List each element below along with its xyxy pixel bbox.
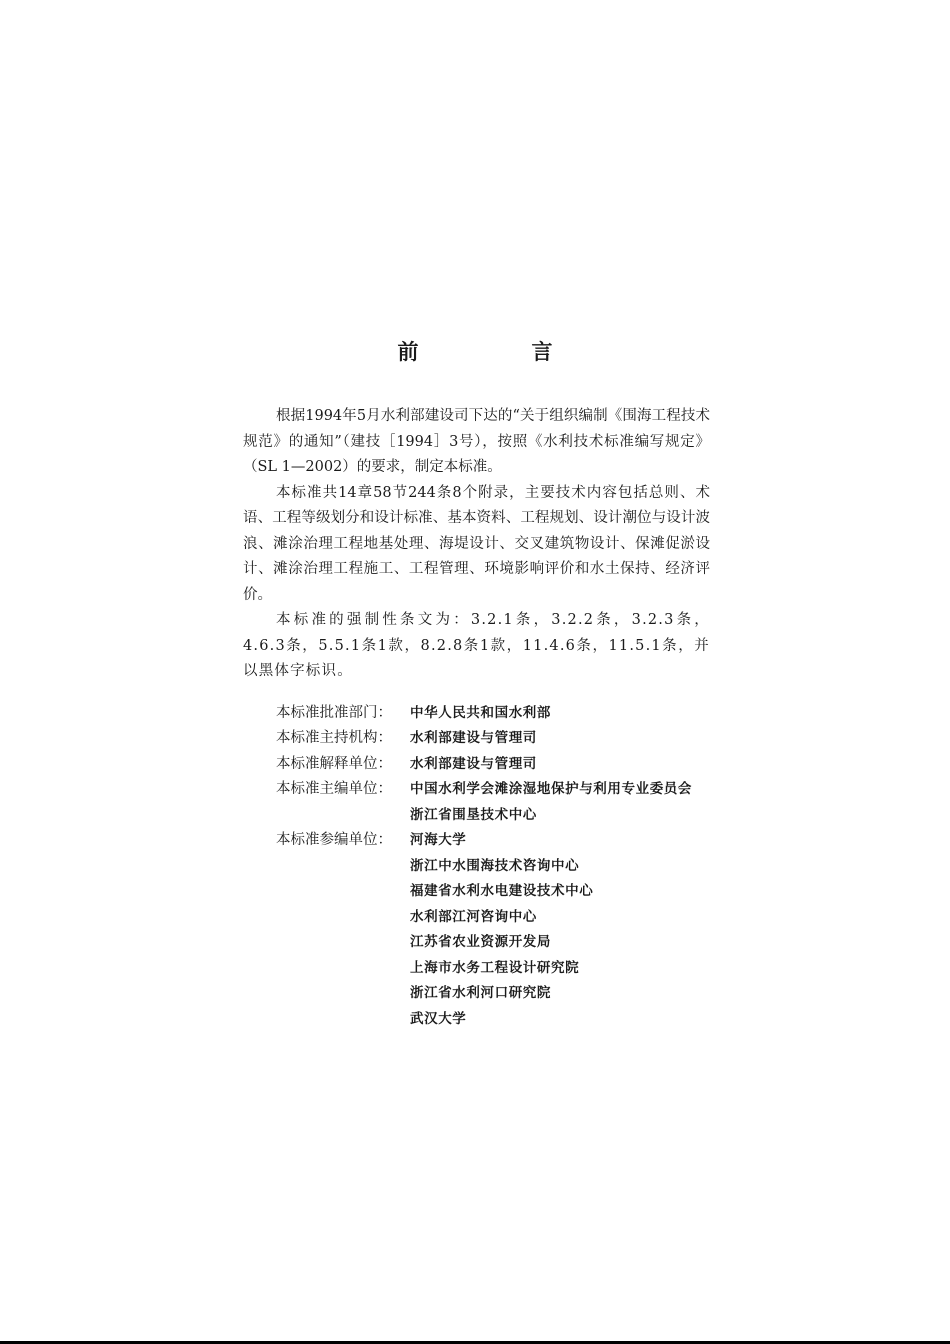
unit-value: 中国水利学会滩涂湿地保护与利用专业委员会 <box>410 781 692 797</box>
paragraph-contents: 本标准共14章58节244条8个附录，主要技术内容包括总则、术语、工程等级划分和设计标准、基本资料、工程规划、设计潮位与设计波浪、滩涂治理工程地基处理、海堤设计、交叉建筑物设计、保滩促淤设计、滩涂治理工程施工、工程管理、环境影响评价和水土保持、经济评价。 <box>243 484 710 603</box>
unit-label: 本标准解释单位： <box>276 755 392 772</box>
unit-label: 本标准批准部门： <box>276 704 392 721</box>
unit-label: 本标准主编单位： <box>276 781 392 797</box>
unit-value: 浙江中水围海技术咨询中心 <box>410 857 580 874</box>
unit-row-host <box>243 726 710 752</box>
unit-row-participants <box>243 828 710 1032</box>
unit-values <box>410 752 710 778</box>
unit-label: 本标准主持机构： <box>276 730 392 746</box>
unit-values <box>410 726 710 752</box>
unit-row-interpretation <box>243 752 710 778</box>
paragraph-background: 根据1994年5月水利部建设司下达的“关于组织编制《围海工程技术规范》的通知”（建技［1994］3号），按照《水利技术标准编写规定》（SL 1—2002）的要求，制定本标准。 <box>243 408 710 475</box>
paragraph-mandatory-clauses: 本标准的强制性条文为：3.2.1条，3.2.2条，3.2.3条，4.6.3条，5.5.1条1款，8.2.8条1款，11.4.6条，11.5.1条，并以黑体字标识。 <box>243 612 710 679</box>
unit-values <box>410 828 710 1032</box>
unit-value: 上海市水务工程设计研究院 <box>410 959 580 976</box>
preface-body <box>243 404 710 1032</box>
unit-value: 水利部江河咨询中心 <box>410 908 537 925</box>
unit-values <box>410 777 710 828</box>
unit-value: 浙江省水利河口研究院 <box>410 985 551 1001</box>
unit-value: 中华人民共和国水利部 <box>410 704 551 721</box>
responsible-units <box>243 701 710 1033</box>
unit-value: 武汉大学 <box>410 1010 467 1027</box>
unit-value: 福建省水利水电建设技术中心 <box>410 883 594 899</box>
unit-values <box>410 701 710 727</box>
page-title: 前 言 <box>397 340 599 364</box>
unit-value: 水利部建设与管理司 <box>410 730 537 746</box>
unit-row-approval <box>243 701 710 727</box>
unit-label: 本标准参编单位： <box>276 832 392 848</box>
unit-value: 水利部建设与管理司 <box>410 755 537 772</box>
unit-value: 浙江省围垦技术中心 <box>410 806 537 823</box>
unit-value: 河海大学 <box>410 832 467 848</box>
unit-value: 江苏省农业资源开发局 <box>410 934 551 950</box>
unit-row-chief-editor <box>243 777 710 828</box>
